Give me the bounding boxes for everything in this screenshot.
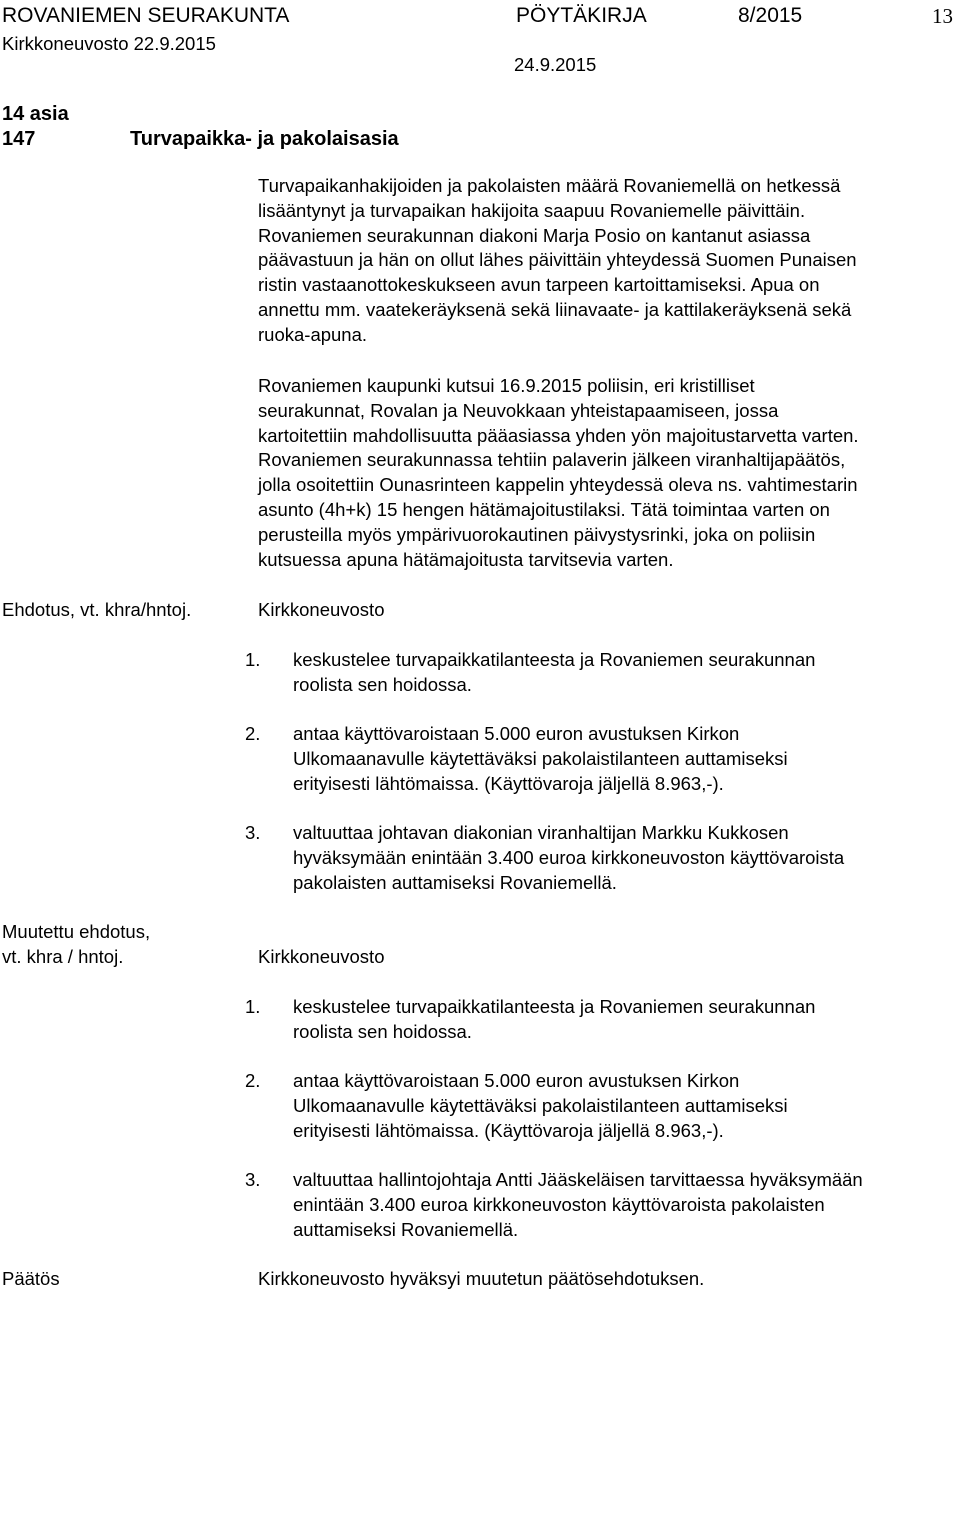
text-line: perusteilla myös ympärivuorokautinen päivystysrinki, joka on poliisin xyxy=(258,523,816,545)
text-line: asunto (4h+k) 15 hengen hätämajoitustilaksi. Tätä toimintaa varten on xyxy=(258,498,830,520)
intro-paragraph xyxy=(258,174,958,348)
document-type: PÖYTÄKIRJA xyxy=(516,4,647,27)
text-line: päävastuun ja hän on ollut lähes päivittäin yhteydessä Suomen Punaisen xyxy=(258,249,857,271)
item-number: 3. xyxy=(245,822,261,843)
proposal-label: Ehdotus, vt. khra/hntoj. xyxy=(2,599,192,620)
text-line: erityisesti lähtömaissa. (Käyttövaroja jäljellä 8.963,-). xyxy=(293,1119,724,1141)
text-line: valtuuttaa hallintojohtaja Antti Jääskeläisen tarvittaessa hyväksymään xyxy=(293,1169,863,1190)
text-line: antaa käyttövaroistaan 5.000 euron avustuksen Kirkon xyxy=(293,1070,740,1091)
text-line: kutsuessa apuna hätämajoitusta tarvitsevia varten. xyxy=(258,548,674,570)
text-line: antaa käyttövaroistaan 5.000 euron avustuksen Kirkon xyxy=(293,723,740,744)
text-line: hyväksymään enintään 3.400 euroa kirkkoneuvoston käyttövaroista xyxy=(293,846,845,868)
text-line: valtuuttaa johtavan diakonian viranhaltijan Markku Kukkosen xyxy=(293,822,789,843)
item-number: 1. xyxy=(245,649,261,670)
document-number: 8/2015 xyxy=(738,4,803,27)
text-line: Ulkomaanavulle käytettäväksi pakolaistilanteen auttamiseksi xyxy=(293,747,788,769)
meeting-line: Kirkkoneuvosto 22.9.2015 xyxy=(2,33,216,54)
text-line: seurakunnat, Rovalan ja Neuvokkaan yhteistapaamiseen, jossa xyxy=(258,399,779,421)
item-number: 2. xyxy=(245,723,261,744)
text-line: jolla osoitettiin Ounasrinteen kappelin yhteydessä oleva ns. vahtimestarin xyxy=(258,474,858,496)
text-line: Rovaniemen seurakunnassa tehtiin palaverin jälkeen viranhaltijapäätös, xyxy=(258,449,846,471)
decision-text: Kirkkoneuvosto hyväksyi muutetun päätösehdotuksen. xyxy=(258,1268,705,1289)
item-number: 2. xyxy=(245,1070,261,1091)
text-line: keskustelee turvapaikkatilanteesta ja Rovaniemen seurakunnan xyxy=(293,649,816,670)
text-line: Rovaniemen kaupunki kutsui 16.9.2015 poliisin, eri kristilliset xyxy=(258,375,755,396)
item-number: 1. xyxy=(245,996,261,1017)
text-line: kartoitettiin mahdollisuutta pääasiassa yhden yön majoitustarvetta varten. xyxy=(258,424,859,446)
text-line: annettu mm. vaatekeräyksenä sekä liinavaate- ja kattilakeräyksenä sekä xyxy=(258,298,852,320)
agenda-title: Turvapaikka- ja pakolaisasia xyxy=(130,128,399,150)
text-line: roolista sen hoidossa. xyxy=(293,673,472,695)
page-number: 13 xyxy=(932,4,953,28)
text-line: keskustelee turvapaikkatilanteesta ja Rovaniemen seurakunnan xyxy=(293,996,816,1017)
text-line: ruoka-apuna. xyxy=(258,323,368,345)
amended-label: Muutettu ehdotus, vt. khra / hntoj. xyxy=(2,921,151,967)
item-number: 3. xyxy=(245,1169,261,1190)
text-line: pakolaisten auttamiseksi Rovaniemellä. xyxy=(293,871,617,893)
text-line: Rovaniemen seurakunnan diakoni Marja Posio on kantanut asiassa xyxy=(258,224,811,246)
proposal-body: Kirkkoneuvosto xyxy=(258,599,385,620)
text-line: roolista sen hoidossa. xyxy=(293,1020,472,1042)
second-paragraph xyxy=(258,374,958,572)
text-line: lisääntynyt ja turvapaikan hakijoita saapuu Rovaniemelle päivittäin. xyxy=(258,199,806,221)
amended-body: Kirkkoneuvosto xyxy=(258,946,385,967)
decision-label: Päätös xyxy=(2,1268,60,1289)
text-line: Turvapaikanhakijoiden ja pakolaisten määrä Rovaniemellä on hetkessä xyxy=(258,175,841,196)
text-line: erityisesti lähtömaissa. (Käyttövaroja jäljellä 8.963,-). xyxy=(293,772,724,794)
protocol-date: 24.9.2015 xyxy=(514,54,597,75)
text-line: auttamiseksi Rovaniemellä. xyxy=(293,1218,519,1240)
agenda-number: 147 xyxy=(2,128,36,150)
org-name: ROVANIEMEN SEURAKUNTA xyxy=(2,4,290,27)
text-line: enintään 3.400 euroa kirkkoneuvoston käyttövaroista pakolaisten xyxy=(293,1193,825,1215)
agenda-asia: 14 asia xyxy=(2,103,69,125)
text-line: Ulkomaanavulle käytettäväksi pakolaistilanteen auttamiseksi xyxy=(293,1094,788,1116)
text-line: ristin vastaanottokeskukseen avun tarpeen kartoittamiseksi. Apua on xyxy=(258,274,820,296)
